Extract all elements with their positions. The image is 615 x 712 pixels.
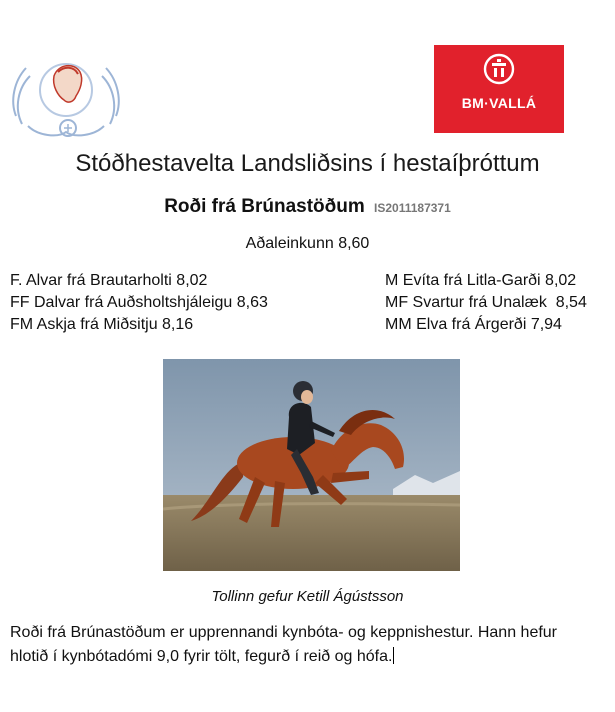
pedigree-sire-sire: FF Dalvar frá Auðsholtshjáleigu 8,63 <box>10 294 268 311</box>
pedigree-dam-sire: MF Svartur frá Unalæk 8,54 <box>385 294 587 311</box>
description-line-1: Roði frá Brúnastöðum er upprennandi kynbóta- og keppnishestur. Hann hefur <box>10 624 558 641</box>
registration-number: IS2011187371 <box>374 201 451 215</box>
pedigree-sire-side <box>10 270 268 336</box>
text-cursor <box>393 647 394 664</box>
pedigree-sire: F. Alvar frá Brautarholti 8,02 <box>10 272 208 289</box>
pedigree-dam-side <box>385 270 587 336</box>
description-text <box>10 621 610 669</box>
photo-caption: Tollinn gefur Ketill Ágústsson <box>211 588 404 605</box>
pedigree-dam: M Evíta frá Litla-Garði 8,02 <box>385 272 577 289</box>
horse-name: Roði frá Brúnastöðum <box>164 196 365 217</box>
pedigree-dam-dam: MM Elva frá Árgerði 7,94 <box>385 316 562 333</box>
bm-valla-logo-text: BM·VALLÁ <box>461 95 537 111</box>
bm-valla-logo <box>434 45 564 133</box>
description-line-2: hlotið í kynbótadómi 9,0 fyrir tölt, fegurð í reið og hófa. <box>10 648 393 665</box>
main-score: Aðaleinkunn 8,60 <box>245 235 370 252</box>
landslidid-crest-logo <box>8 46 124 142</box>
pedigree-sire-dam: FM Askja frá Miðsitju 8,16 <box>10 316 194 333</box>
bm-valla-emblem-icon <box>483 53 515 85</box>
horse-name-heading <box>0 196 615 218</box>
page-title: Stóðhestavelta Landsliðsins í hestaíþróttum <box>75 150 540 177</box>
horse-rider-photo <box>163 359 460 571</box>
